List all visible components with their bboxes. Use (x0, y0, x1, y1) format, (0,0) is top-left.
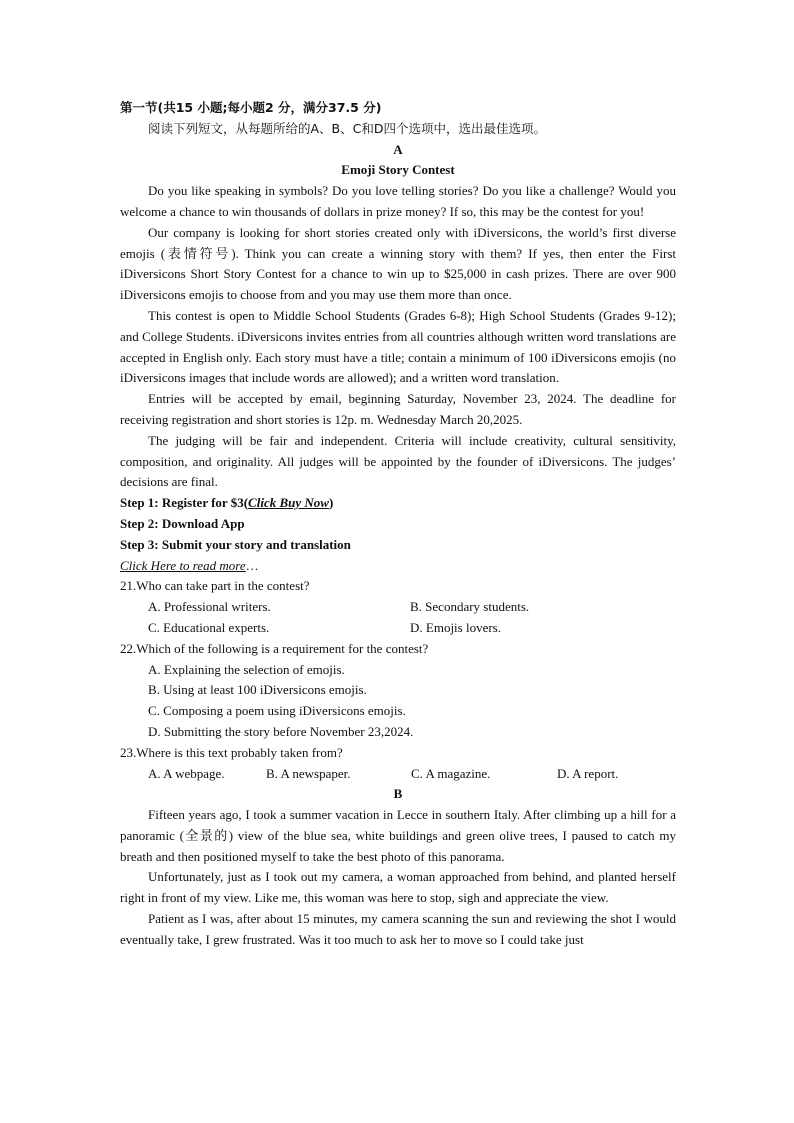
passage-a-paragraph: Entries will be accepted by email, beginning Saturday, November 23, 2024. The deadline for receiving registration and short stories is 12p. m. Wednesday March 20,2025. (120, 391, 676, 427)
question-options (120, 597, 676, 639)
read-more-link[interactable]: Click Here to read more (120, 557, 246, 573)
option-d: D. A report. (557, 765, 619, 781)
step-3: Step 3: Submit your story and translation (120, 536, 351, 552)
option-d: D. Emojis lovers. (410, 619, 501, 635)
option-c: C. Composing a poem using iDiversicons emojis. (148, 703, 406, 719)
option-b: B. Using at least 100 iDiversicons emojis. (148, 682, 367, 698)
option-b: B. A newspaper. (266, 765, 351, 781)
option-c: C. Educational experts. (148, 619, 270, 635)
passage-b-letter: B (393, 786, 403, 802)
buy-now-link[interactable]: Click Buy Now (248, 495, 329, 511)
step-1 (120, 493, 676, 514)
option-a: A. A webpage. (148, 765, 225, 781)
instruction: 阅读下列短文，从每题所给的A、B、C和D四个选项中，选出最佳选项。 (148, 120, 546, 136)
passage-a-paragraph: Our company is looking for short stories created only with iDiversicons, the world’s first diverse emojis (表情符号). Think you can create a winning story with them? If yes, then enter the First iDiversicons Short Story Contest for a chance to win up to $25,000 in cash prizes. There are over 900 iDiversicons emojis to choose from and you may use them more than once. (120, 224, 676, 303)
option-a: A. Professional writers. (148, 599, 271, 615)
passage-a-letter: A (393, 141, 403, 157)
passage-a-title: Emoji Story Contest (341, 162, 455, 178)
step-1-suffix: ) (328, 495, 334, 511)
section-header: 第一节(共15 小题;每小题2 分，满分37.5 分) (120, 100, 382, 115)
question-stem: 21.Who can take part in the contest? (120, 578, 310, 594)
passage-a-paragraph: The judging will be fair and independent. Criteria will include creativity, cultural sensitivity, composition, and originality. All judges will be appointed by the founder of iDiversicons. The judges’ decisions are final. (120, 432, 676, 490)
option-a: A. Explaining the selection of emojis. (148, 661, 345, 677)
option-d: D. Submitting the story before November 23,2024. (148, 723, 414, 739)
exam-page (120, 98, 676, 951)
step-1-prefix: Step 1: Register for $3( (120, 495, 249, 511)
question-stem: 23.Where is this text probably taken from? (120, 744, 343, 760)
step-2: Step 2: Download App (120, 515, 245, 531)
passage-a-paragraph: This contest is open to Middle School Students (Grades 6-8); High School Students (Grades 9-12); and College Students. iDiversicons invites entries from all countries although written word translations are accepted in English only. Each story must have a title; contain a minimum of 100 iDiversicons emojis (no iDiversicons images that include words are allowed); and a written word translation. (120, 307, 676, 386)
passage-b-paragraph: Unfortunately, just as I took out my camera, a woman approached from behind, and planted herself right in front of my view. Like me, this woman was here to stop, sigh and appreciate the view. (120, 869, 676, 906)
passage-b-paragraph: Patient as I was, after about 15 minutes, my camera scanning the sun and reviewing the shot I would eventually take, I grew frustrated. Was it too much to ask her to move so I could take just (120, 911, 676, 947)
read-more-ellipsis: … (245, 557, 259, 573)
passage-a-paragraph: Do you like speaking in symbols? Do you love telling stories? Do you like a challenge? Would you welcome a chance to win thousands of dollars in prize money? If so, this may be the contest for you! (120, 183, 676, 219)
question-stem: 22.Which of the following is a requirement for the contest? (120, 640, 429, 656)
question-options (120, 764, 676, 785)
read-more (120, 556, 676, 577)
question-options (120, 660, 676, 743)
option-c: C. A magazine. (411, 765, 491, 781)
passage-b-paragraph: Fifteen years ago, I took a summer vacation in Lecce in southern Italy. After climbing up a hill for a panoramic (全景的) view of the blue sea, white buildings and green olive trees, I paused to catch my breath and then positioned myself to take the best photo of this panorama. (120, 807, 676, 864)
option-b: B. Secondary students. (410, 599, 530, 615)
